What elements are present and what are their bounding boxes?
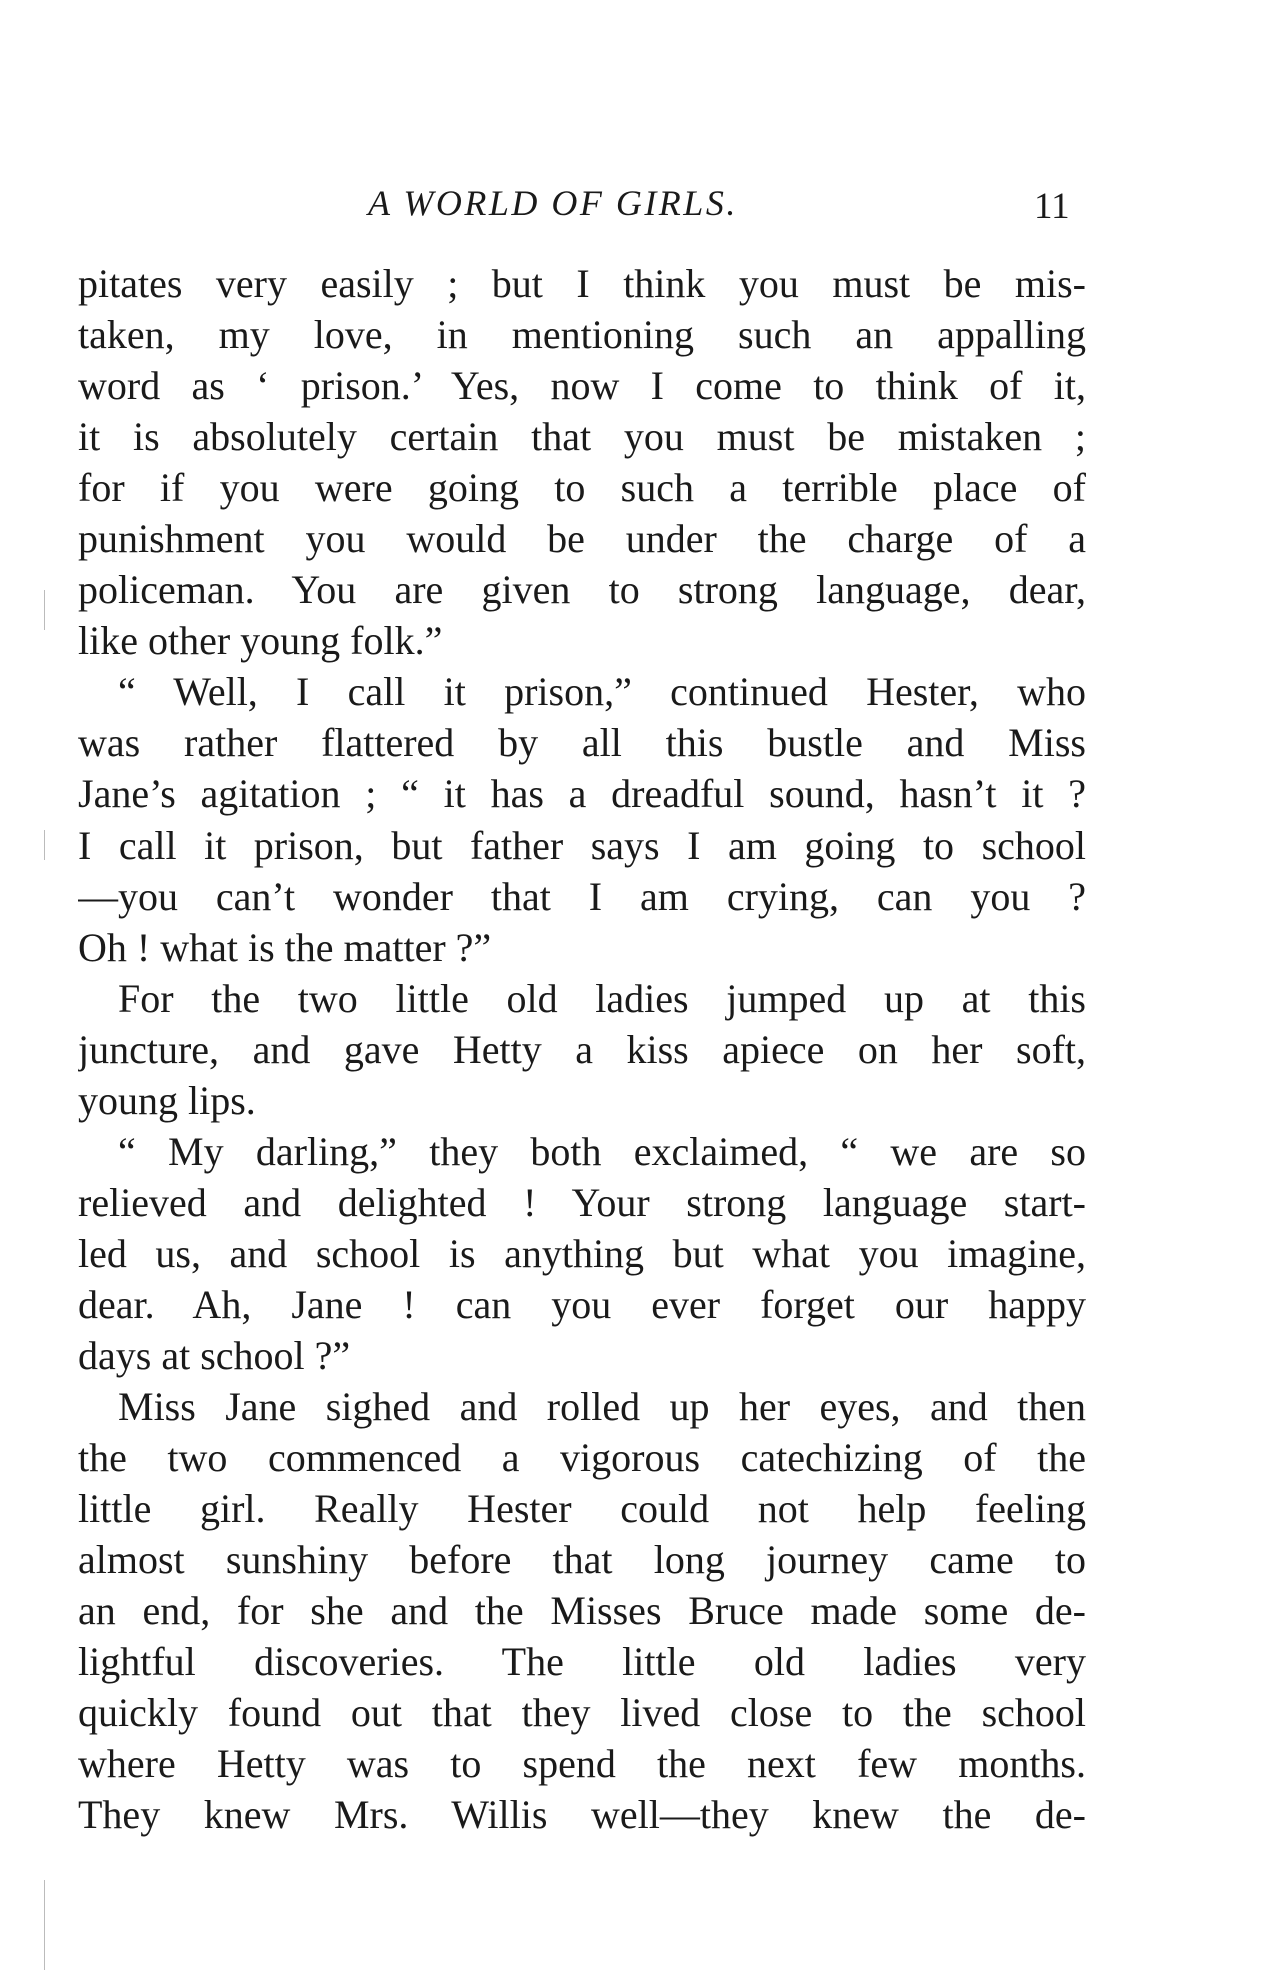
text-line: They knew Mrs. Willis well—they knew the de- — [78, 1792, 1086, 1838]
text-line: I call it prison, but father says I am going to school — [78, 822, 1086, 868]
text-line: for if you were going to such a terrible place of — [78, 465, 1086, 511]
text-line: “ My darling,” they both exclaimed, “ we are so — [118, 1128, 1086, 1174]
text-line: Jane’s agitation ; “ it has a dreadful sound, hasn’t it ? — [78, 771, 1086, 817]
text-line: —you can’t wonder that I am crying, can you ? — [78, 873, 1086, 919]
text-line: “ Well, I call it prison,” continued Hester, who — [118, 669, 1086, 715]
text-line: days at school ?” — [78, 1332, 351, 1378]
text-line: juncture, and gave Hetty a kiss apiece on her soft, — [78, 1026, 1086, 1072]
text-line: policeman. You are given to strong language, dear, — [78, 567, 1086, 613]
text-line: the two commenced a vigorous catechizing of the — [78, 1435, 1086, 1481]
text-line: led us, and school is anything but what you imagine, — [78, 1230, 1086, 1276]
text-line: like other young folk.” — [78, 618, 443, 664]
text-line: almost sunshiny before that long journey came to — [78, 1537, 1086, 1583]
text-line: Miss Jane sighed and rolled up her eyes, and then — [118, 1384, 1086, 1430]
margin-speck — [44, 1880, 45, 1970]
text-line: was rather flattered by all this bustle and Miss — [78, 720, 1086, 766]
text-line: Oh ! what is the matter ?” — [78, 924, 492, 970]
text-line: dear. Ah, Jane ! can you ever forget our happy — [78, 1281, 1086, 1327]
running-title: A WORLD OF GIRLS. — [368, 183, 738, 223]
text-line: word as ‘ prison.’ Yes, now I come to think of it, — [78, 363, 1086, 409]
margin-speck — [44, 830, 45, 860]
text-line: little girl. Really Hester could not help feeling — [78, 1486, 1086, 1532]
text-line: quickly found out that they lived close to the school — [78, 1690, 1086, 1736]
text-line: relieved and delighted ! Your strong language start- — [78, 1179, 1086, 1225]
body-text — [78, 258, 1086, 1840]
text-line: pitates very easily ; but I think you must be mis- — [78, 261, 1086, 306]
text-line: lightful discoveries. The little old ladies very — [78, 1639, 1086, 1685]
text-line: taken, my love, in mentioning such an appalling — [78, 312, 1086, 358]
text-line: an end, for she and the Misses Bruce made some de- — [78, 1588, 1086, 1634]
text-line: it is absolutely certain that you must be mistaken ; — [78, 414, 1086, 460]
running-head — [0, 178, 1263, 228]
text-line: punishment you would be under the charge of a — [78, 516, 1086, 562]
text-line: where Hetty was to spend the next few months. — [78, 1741, 1086, 1787]
margin-speck — [44, 590, 45, 630]
text-line: young lips. — [78, 1077, 256, 1123]
page-number: 11 — [1034, 186, 1070, 227]
text-line: For the two little old ladies jumped up at this — [118, 975, 1086, 1021]
